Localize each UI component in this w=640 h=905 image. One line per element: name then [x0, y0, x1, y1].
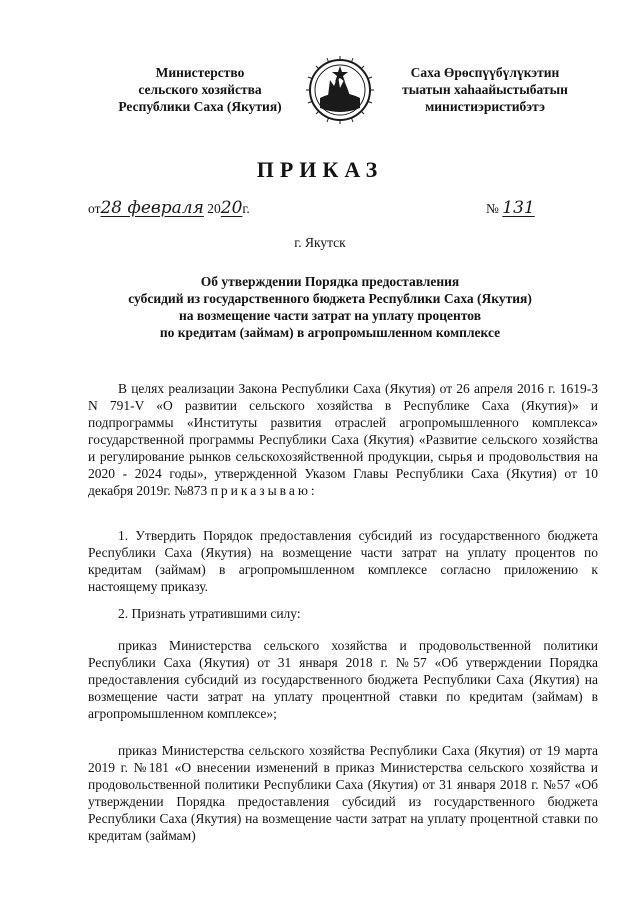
subject-line: Об утверждении Порядка предоставления — [200, 274, 460, 289]
handwritten-year: 20 — [220, 198, 243, 218]
ministry-name-russian — [100, 64, 300, 115]
ministry-line: Республики Саха (Якутия) — [118, 99, 282, 114]
ministry-line: сельского хозяйства — [138, 82, 262, 97]
year-suffix: г. — [242, 201, 250, 216]
order-subject — [80, 273, 580, 341]
preamble-paragraph — [88, 380, 598, 499]
order-date — [88, 198, 250, 218]
repealed-order-2 — [88, 742, 598, 844]
item-1-text: 1. Утвердить Порядок предоставления субсидий из государственного бюджета Республики Саха (Якутия) на возмещение части затрат на уплату процентов по кредитам (займам) в агропромышленном комплексе согласно приложению к настоящему приказу. — [88, 528, 598, 594]
preamble-text: В целях реализации Закона Республики Саха (Якутия) от 26 апреля 2016 г. 1619-З N 791-V «О развитии сельского хозяйства в Республике Саха (Якутия)» и подпрограммы «Институты развития отраслей агропромышленного комплекса» государственной программы Республики Саха (Якутия) «Развитие сельского хозяйства и регулирование рынков сельскохозяйственной продукции, сырья и продовольствия на 2020 - 2024 годы», утвержденной Указом Главы Республики Саха (Якутия) от 10 декабря 2019г. №873 — [88, 381, 598, 498]
item-2-text: 2. Признать утратившими силу: — [118, 606, 301, 621]
order-word: приказываю: — [210, 483, 318, 498]
document-title: ПРИКАЗ — [256, 157, 384, 182]
ministry-line: Саха Өрөспүүбүлүкэтин — [410, 65, 560, 80]
handwritten-date: 28 февраля — [100, 198, 204, 218]
item-2-paragraph — [88, 605, 598, 622]
repealed-order-1 — [88, 637, 598, 722]
ministry-line: тыатын хаhаайыстыбатын — [402, 82, 568, 97]
subject-line: субсидий из государственного бюджета Республики Саха (Якутия) — [128, 291, 532, 306]
ministry-line: Министерство — [155, 65, 245, 80]
order-number — [486, 198, 535, 218]
subject-line: по кредитам (займам) в агропромышленном комплексе — [159, 325, 501, 340]
coat-of-arms-emblem — [300, 50, 380, 130]
subject-line: на возмещение части затрат на уплату процентов — [179, 308, 481, 323]
repealed-order-1-text: приказ Министерства сельского хозяйства и продовольственной политики Республики Саха (Якутия) от 31 января 2018 г. №57 «Об утверждении Порядка предоставления субсидий из государственного бюджета Республики Саха (Якутия) на возмещение части затрат на уплату процентной ставки по кредитам (займам) в агропромышленном комплексе»; — [88, 638, 598, 721]
year-prefix: 20 — [207, 201, 221, 216]
handwritten-number: 131 — [502, 198, 535, 218]
ministry-name-yakut — [380, 64, 590, 115]
number-sign: № — [486, 201, 499, 216]
ministry-line: министиэристибэтэ — [425, 99, 545, 114]
repealed-order-2-text: приказ Министерства сельского хозяйства Республики Саха (Якутия) от 19 марта 2019 г. №181 «О внесении изменений в приказ Министерства сельского хозяйства и продовольственной политики Республики Саха (Якутия) от 31 января 2018 г. №57 «Об утверждении Порядка предоставления субсидий из государственного бюджета Республики Саха (Якутия) на возмещение части затрат на уплату процентной ставки по кредитам (займам) — [88, 743, 598, 843]
date-prefix: от — [88, 201, 101, 216]
city-line: г. Якутск — [294, 235, 346, 250]
item-1-paragraph — [88, 527, 598, 595]
